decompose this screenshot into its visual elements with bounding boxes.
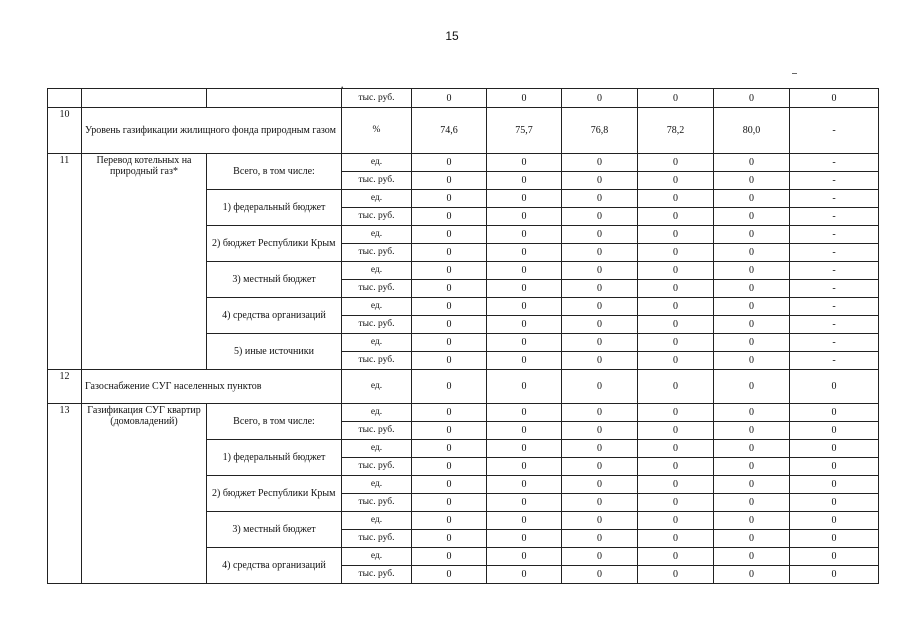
value-cell: 0 [790, 530, 879, 548]
value-cell: 0 [487, 244, 562, 262]
value-cell: 0 [714, 352, 790, 370]
unit-cell: ед. [342, 512, 412, 530]
value-cell: 0 [714, 494, 790, 512]
value-cell: 0 [562, 548, 638, 566]
value-cell: 0 [412, 334, 487, 352]
value-cell: 0 [714, 334, 790, 352]
funding-source: 2) бюджет Республики Крым [207, 226, 342, 262]
value-cell: 0 [562, 370, 638, 404]
value-cell: 0 [638, 262, 714, 280]
funding-source: Всего, в том числе: [207, 404, 342, 440]
funding-source: 1) федеральный бюджет [207, 440, 342, 476]
value-cell: 75,7 [487, 108, 562, 154]
unit-cell: ед. [342, 262, 412, 280]
value-cell: 0 [562, 226, 638, 244]
scan-mark: • [341, 84, 344, 92]
value-cell: - [790, 244, 879, 262]
value-cell: 0 [790, 370, 879, 404]
value-cell: 0 [638, 190, 714, 208]
value-cell: 0 [714, 298, 790, 316]
value-cell: 0 [562, 334, 638, 352]
value-cell: 0 [790, 476, 879, 494]
funding-source: 3) местный бюджет [207, 262, 342, 298]
value-cell: 0 [487, 280, 562, 298]
value-cell: 0 [412, 440, 487, 458]
value-cell: 0 [412, 154, 487, 172]
value-cell: 0 [562, 316, 638, 334]
value-cell: 0 [790, 422, 879, 440]
funding-source: 4) средства организаций [207, 298, 342, 334]
value-cell: 0 [487, 512, 562, 530]
value-cell: 0 [638, 172, 714, 190]
value-cell: 0 [562, 530, 638, 548]
value-cell: 0 [412, 89, 487, 108]
value-cell: 0 [487, 298, 562, 316]
table-row-r13-g0-units [48, 404, 879, 422]
value-cell: 0 [638, 458, 714, 476]
value-cell: - [790, 154, 879, 172]
row-number: 12 [48, 370, 82, 404]
value-cell: 0 [487, 89, 562, 108]
value-cell: 0 [562, 190, 638, 208]
value-cell: 0 [412, 190, 487, 208]
value-cell: 0 [714, 530, 790, 548]
value-cell: - [790, 108, 879, 154]
unit-cell: ед. [342, 190, 412, 208]
unit-cell: тыс. руб. [342, 280, 412, 298]
value-cell: 0 [487, 494, 562, 512]
row-number: 10 [48, 108, 82, 154]
value-cell: 0 [487, 316, 562, 334]
value-cell: 0 [714, 172, 790, 190]
value-cell: 0 [487, 334, 562, 352]
value-cell: 0 [638, 89, 714, 108]
value-cell: 0 [638, 298, 714, 316]
value-cell: 0 [487, 566, 562, 584]
unit-cell: тыс. руб. [342, 244, 412, 262]
value-cell: 0 [562, 280, 638, 298]
value-cell: 0 [412, 404, 487, 422]
value-cell: 0 [562, 476, 638, 494]
value-cell: 0 [638, 494, 714, 512]
value-cell: 0 [714, 262, 790, 280]
value-cell: 0 [487, 208, 562, 226]
value-cell: - [790, 190, 879, 208]
value-cell: 0 [412, 298, 487, 316]
value-cell: 0 [412, 548, 487, 566]
value-cell: 0 [714, 458, 790, 476]
value-cell: 76,8 [562, 108, 638, 154]
value-cell: 0 [412, 172, 487, 190]
funding-source: 5) иные источники [207, 334, 342, 370]
value-cell: 0 [714, 548, 790, 566]
value-cell: - [790, 226, 879, 244]
table-row-10 [48, 108, 879, 154]
funding-source: Всего, в том числе: [207, 154, 342, 190]
name-cell [82, 89, 207, 108]
table-body [48, 89, 879, 584]
value-cell: 0 [790, 404, 879, 422]
value-cell: 0 [487, 458, 562, 476]
value-cell: 0 [638, 316, 714, 334]
value-cell: 0 [638, 422, 714, 440]
value-cell: 0 [412, 476, 487, 494]
page-number: 15 [445, 29, 459, 43]
row-name: Газификация СУГ квартир (домовладений) [82, 404, 207, 584]
unit-cell: тыс. руб. [342, 422, 412, 440]
row-name: Перевод котельных на природный газ* [82, 154, 207, 370]
unit-cell: тыс. руб. [342, 89, 412, 108]
value-cell: 0 [714, 208, 790, 226]
funding-source: 2) бюджет Республики Крым [207, 476, 342, 512]
value-cell: 0 [562, 208, 638, 226]
value-cell: 0 [412, 370, 487, 404]
value-cell: 0 [638, 566, 714, 584]
value-cell: 0 [638, 226, 714, 244]
unit-cell: ед. [342, 404, 412, 422]
row-name: Уровень газификации жилищного фонда природным газом [82, 108, 342, 154]
value-cell: 0 [412, 422, 487, 440]
value-cell: 0 [638, 548, 714, 566]
unit-cell: тыс. руб. [342, 316, 412, 334]
value-cell: 80,0 [714, 108, 790, 154]
unit-cell: ед. [342, 548, 412, 566]
value-cell: 0 [562, 404, 638, 422]
value-cell: 0 [562, 172, 638, 190]
value-cell: - [790, 334, 879, 352]
value-cell: 0 [790, 512, 879, 530]
value-cell: 0 [790, 458, 879, 476]
value-cell: 0 [562, 566, 638, 584]
value-cell: 0 [487, 440, 562, 458]
source-cell [207, 89, 342, 108]
value-cell: 0 [487, 154, 562, 172]
value-cell: 0 [562, 494, 638, 512]
unit-cell: тыс. руб. [342, 352, 412, 370]
value-cell: 0 [487, 548, 562, 566]
value-cell: 0 [412, 566, 487, 584]
value-cell: 0 [412, 494, 487, 512]
value-cell: 0 [714, 422, 790, 440]
table-row-continuation [48, 89, 879, 108]
value-cell: 0 [487, 172, 562, 190]
value-cell: 0 [412, 244, 487, 262]
value-cell: 0 [412, 262, 487, 280]
unit-cell: тыс. руб. [342, 458, 412, 476]
unit-cell: ед. [342, 154, 412, 172]
value-cell: 0 [412, 208, 487, 226]
value-cell: 0 [638, 244, 714, 262]
value-cell: - [790, 352, 879, 370]
value-cell: 74,6 [412, 108, 487, 154]
value-cell: 0 [412, 352, 487, 370]
value-cell: 0 [487, 262, 562, 280]
value-cell: - [790, 208, 879, 226]
value-cell: 0 [638, 530, 714, 548]
unit-cell: тыс. руб. [342, 530, 412, 548]
table-row-12 [48, 370, 879, 404]
value-cell: 0 [638, 404, 714, 422]
value-cell: 0 [714, 566, 790, 584]
unit-cell: тыс. руб. [342, 566, 412, 584]
value-cell: 0 [562, 422, 638, 440]
value-cell: 0 [412, 458, 487, 476]
value-cell: 0 [714, 226, 790, 244]
unit-cell: тыс. руб. [342, 208, 412, 226]
value-cell: 0 [638, 352, 714, 370]
value-cell: 0 [562, 458, 638, 476]
value-cell: 0 [412, 316, 487, 334]
value-cell: 0 [487, 226, 562, 244]
value-cell: 0 [562, 154, 638, 172]
funding-source: 1) федеральный бюджет [207, 190, 342, 226]
value-cell: 0 [714, 404, 790, 422]
value-cell: 0 [562, 244, 638, 262]
value-cell: 0 [638, 154, 714, 172]
number-cell [48, 89, 82, 108]
value-cell: 0 [638, 512, 714, 530]
row-name: Газоснабжение СУГ населенных пунктов [82, 370, 342, 404]
value-cell: 0 [638, 334, 714, 352]
value-cell: 0 [487, 352, 562, 370]
value-cell: - [790, 298, 879, 316]
value-cell: 0 [562, 352, 638, 370]
value-cell: 0 [790, 89, 879, 108]
unit-cell: ед. [342, 334, 412, 352]
value-cell: 0 [714, 316, 790, 334]
value-cell: 0 [562, 512, 638, 530]
value-cell: 0 [487, 370, 562, 404]
value-cell: - [790, 172, 879, 190]
value-cell: 0 [714, 370, 790, 404]
value-cell: 0 [487, 190, 562, 208]
scan-mark [792, 73, 797, 74]
value-cell: 0 [487, 530, 562, 548]
value-cell: - [790, 316, 879, 334]
value-cell: 0 [412, 512, 487, 530]
value-cell: 0 [714, 244, 790, 262]
unit-cell: % [342, 108, 412, 154]
value-cell: 0 [714, 440, 790, 458]
value-cell: 0 [714, 190, 790, 208]
value-cell: 0 [638, 280, 714, 298]
value-cell: 0 [412, 226, 487, 244]
value-cell: 0 [638, 440, 714, 458]
unit-cell: ед. [342, 476, 412, 494]
unit-cell: ед. [342, 440, 412, 458]
value-cell: 0 [790, 440, 879, 458]
value-cell: 0 [790, 548, 879, 566]
value-cell: 0 [714, 89, 790, 108]
program-indicators-table [47, 88, 879, 584]
value-cell: 0 [487, 422, 562, 440]
funding-source: 3) местный бюджет [207, 512, 342, 548]
value-cell: - [790, 280, 879, 298]
unit-cell: тыс. руб. [342, 494, 412, 512]
unit-cell: ед. [342, 370, 412, 404]
value-cell: 0 [487, 476, 562, 494]
value-cell: 0 [714, 476, 790, 494]
value-cell: 0 [790, 494, 879, 512]
funding-source: 4) средства организаций [207, 548, 342, 584]
value-cell: 0 [562, 440, 638, 458]
value-cell: 78,2 [638, 108, 714, 154]
value-cell: 0 [638, 208, 714, 226]
row-number: 11 [48, 154, 82, 370]
value-cell: 0 [638, 370, 714, 404]
unit-cell: ед. [342, 226, 412, 244]
value-cell: 0 [562, 298, 638, 316]
row-number: 13 [48, 404, 82, 584]
value-cell: - [790, 262, 879, 280]
value-cell: 0 [714, 280, 790, 298]
value-cell: 0 [714, 154, 790, 172]
value-cell: 0 [412, 280, 487, 298]
value-cell: 0 [562, 89, 638, 108]
unit-cell: тыс. руб. [342, 172, 412, 190]
value-cell: 0 [790, 566, 879, 584]
value-cell: 0 [487, 404, 562, 422]
value-cell: 0 [412, 530, 487, 548]
value-cell: 0 [562, 262, 638, 280]
value-cell: 0 [714, 512, 790, 530]
value-cell: 0 [638, 476, 714, 494]
unit-cell: ед. [342, 298, 412, 316]
table-row-r11-g0-units [48, 154, 879, 172]
